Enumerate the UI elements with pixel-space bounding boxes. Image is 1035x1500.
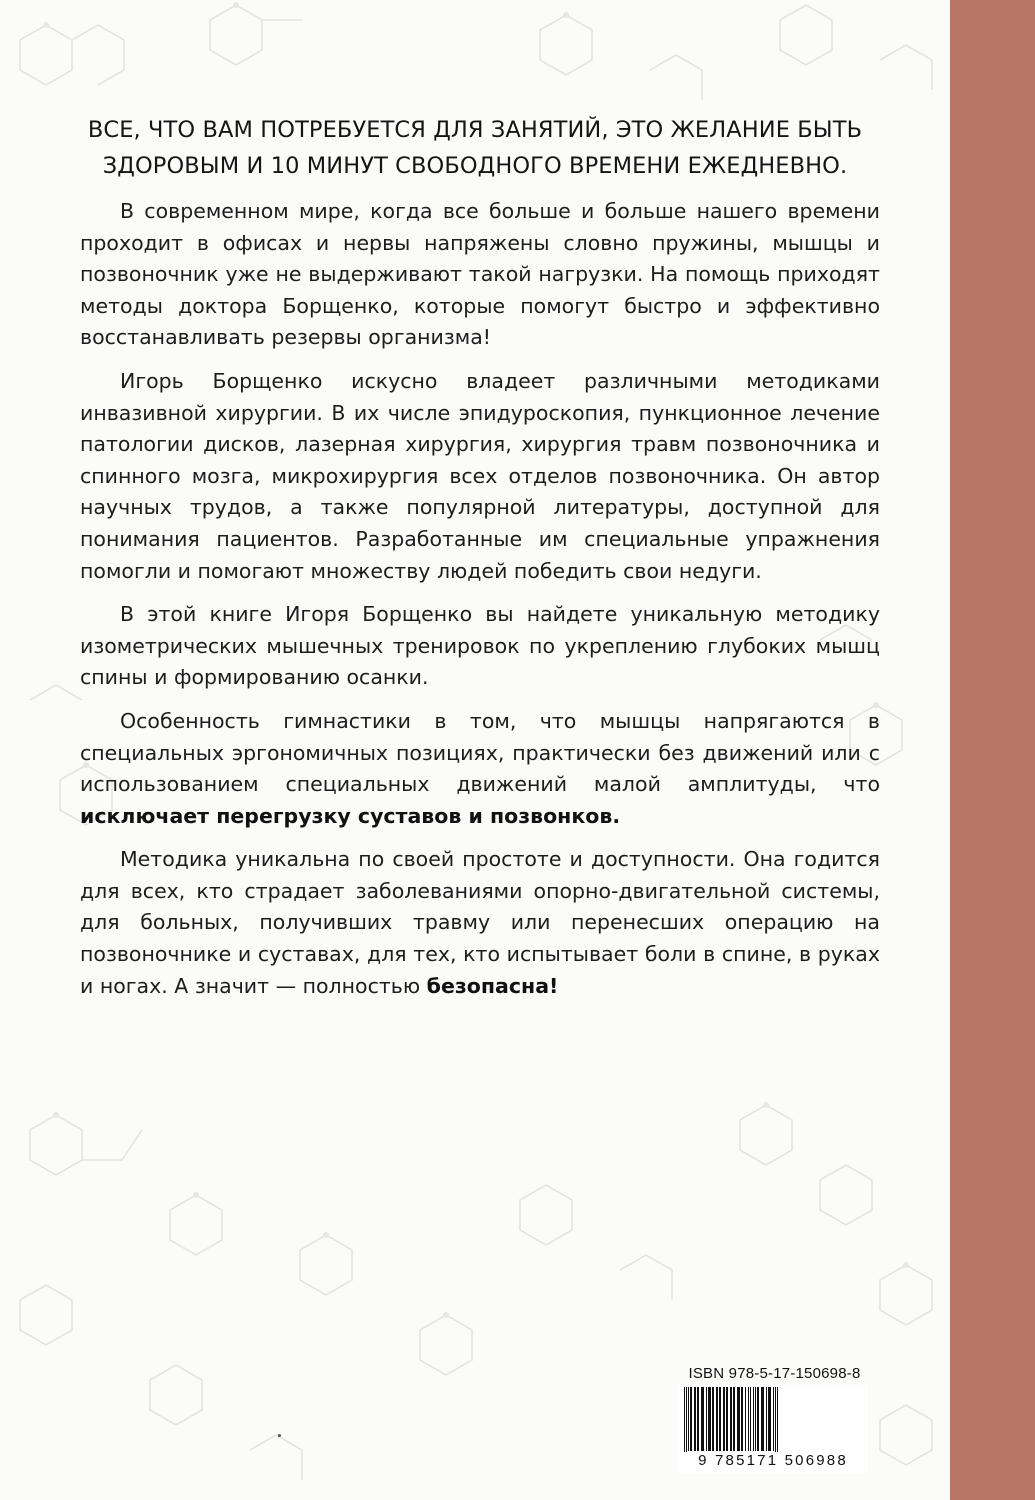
barcode-bar: [775, 1387, 776, 1457]
description-text: [80, 196, 880, 1014]
barcode-bar: [768, 1387, 771, 1451]
barcode-bar: [684, 1387, 685, 1457]
paragraph-author: [80, 366, 880, 587]
barcode-bar: [733, 1387, 735, 1451]
paragraph-book: [80, 599, 880, 694]
barcode-bar: [753, 1387, 754, 1451]
barcode-bar: [688, 1387, 689, 1451]
paragraph-book-text: В этой книге Игоря Борщенко вы найдете уникальную методику изометрических мышечных тренировок по укреплению глубоких мышц спины и формированию осанки.: [80, 602, 880, 690]
paragraph-gymnastics: [80, 706, 880, 832]
book-spine-strip: [950, 0, 1035, 1500]
barcode-bar: [726, 1387, 728, 1451]
paragraph-method-text: Методика уникальна по своей простоте и доступности. Она годится для всех, кто страдает заболеваниями опорно-двигательной системы, для больных, получивших травму или перенесших операцию на позвоночнике и суставах, для тех, кто испытывает боли в спине, в руках и ногах. А значит — полностью: [80, 847, 880, 998]
paragraph-gymnastics-text: Особенность гимнастики в том, что мышцы напрягаются в специальных эргономичных позициях, практически без движений или с использованием специальных движений малой амплитуды, что: [80, 708, 880, 797]
barcode-bar: [701, 1387, 704, 1451]
barcode-bar: [690, 1387, 692, 1451]
barcode-bar: [716, 1387, 718, 1451]
paragraph-method: [80, 844, 880, 1002]
barcode-bar: [712, 1387, 714, 1451]
paragraph-gymnastics-bold: исключает перегрузку суставов и позвонков.: [80, 803, 621, 828]
barcode-bar: [745, 1387, 746, 1451]
small-dot: [278, 1434, 281, 1437]
barcode-bar: [766, 1387, 767, 1451]
barcode-bar: [741, 1387, 743, 1451]
barcode-bar: [686, 1387, 687, 1457]
paragraph-intro-text: В современном мире, когда все больше и больше нашего времени проходит в офисах и нервы напряжены словно пружины, мышцы и позвоночник уже не выдерживают такой нагрузки. На помощь приходят методы доктора Борщенко, которые помогут быстро и эффективно восстанавливать резервы организма!: [80, 199, 880, 350]
barcode-bar: [757, 1387, 759, 1451]
paragraph-intro: [80, 196, 880, 354]
paragraph-method-bold: безопасна!: [426, 973, 559, 998]
barcode-bar: [723, 1387, 725, 1451]
barcode-bar: [730, 1387, 732, 1451]
barcode-bar: [761, 1387, 764, 1451]
barcode-bar: [750, 1387, 751, 1451]
barcode-bar: [737, 1387, 740, 1451]
barcode-bar: [748, 1387, 749, 1451]
cover-headline: ВСЕ, ЧТО ВАМ ПОТРЕБУЕТСЯ ДЛЯ ЗАНЯТИЙ, ЭТО ЖЕЛАНИЕ БЫТЬ ЗДОРОВЫМ И 10 МИНУТ СВОБОДНОГО ВРЕМЕНИ ЕЖЕДНЕВНО.: [87, 117, 863, 179]
barcode-bars: [678, 1385, 868, 1457]
paragraph-author-text: Игорь Борщенко искусно владеет различными методиками инвазивной хирургии. В их числе эпидуроскопия, пункционное лечение патологии дисков, лазерная хирургия, хирургия травм позвоночника и спинного мозга, микрохирургия всех отделов позвоночника. Он автор научных трудов, а также популярной литературы, доступной для понимания пациентов. Разработанные им специальные упражнения помогли и помогают множеству людей победить свои недуги.: [80, 368, 880, 583]
isbn-label: ISBN 978-5-17-150698-8: [688, 1365, 861, 1382]
barcode: [678, 1385, 868, 1473]
barcode-bar: [755, 1387, 756, 1451]
barcode-bar: [694, 1387, 696, 1451]
barcode-bar: [706, 1387, 707, 1451]
barcode-bar: [773, 1387, 774, 1451]
barcode-bar: [708, 1387, 711, 1451]
barcode-bar: [777, 1387, 778, 1457]
barcode-bar: [719, 1387, 721, 1451]
barcode-bar: [697, 1387, 699, 1451]
barcode-digits: 9 785171 506988: [678, 1452, 868, 1469]
